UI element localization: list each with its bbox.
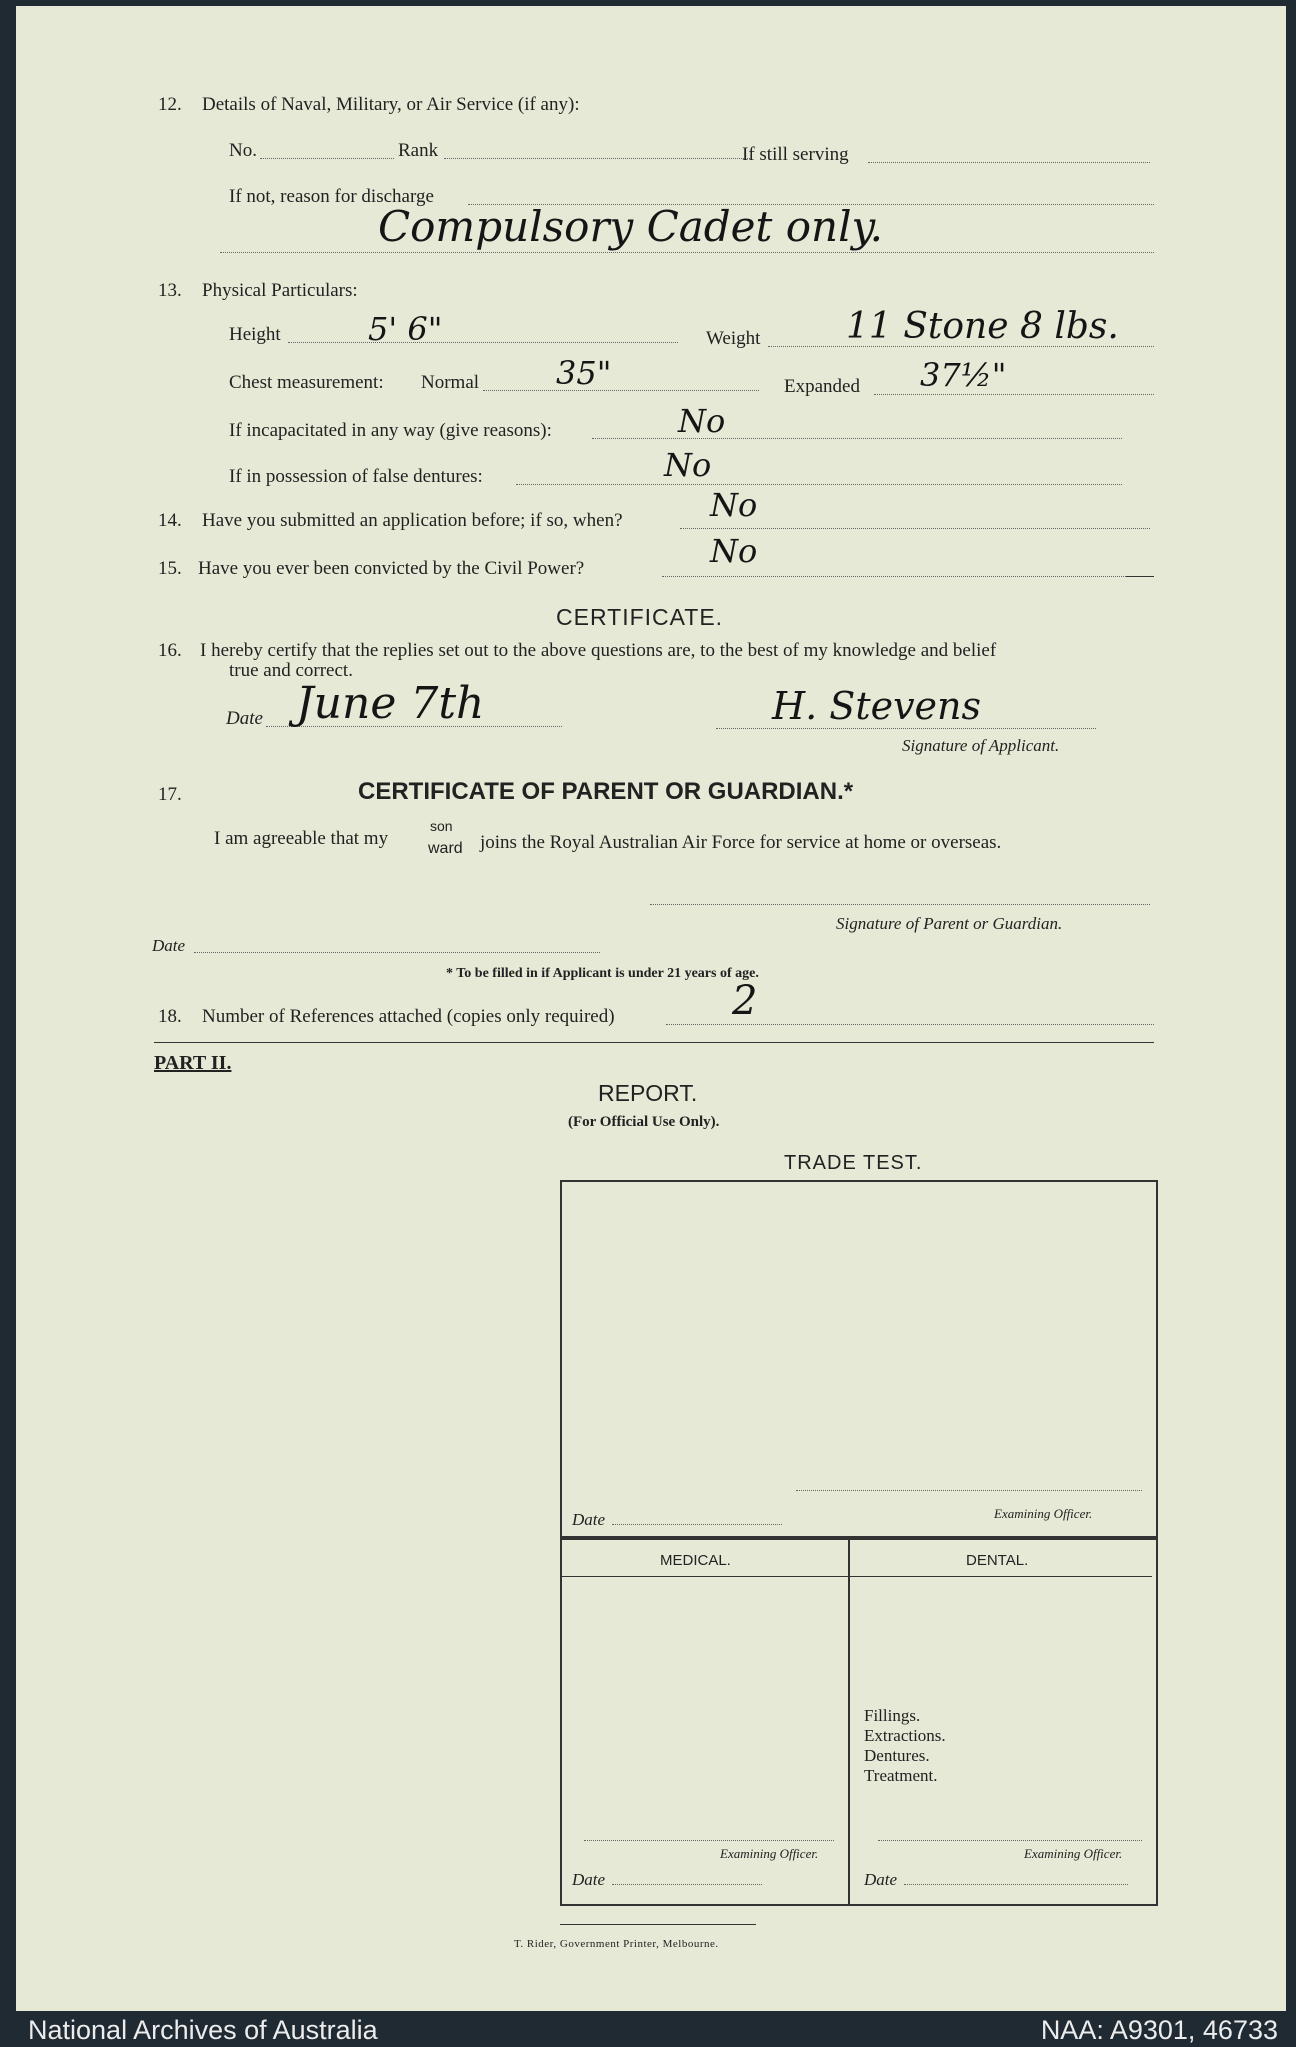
- normal-field-line: [483, 390, 759, 391]
- dental-item-treatment: Treatment.: [864, 1766, 938, 1785]
- q15-text: Have you ever been convicted by the Civil Power?: [198, 558, 585, 579]
- printer-imprint: T. Rider, Government Printer, Melbourne.: [514, 1938, 719, 1950]
- q18-number: 18.: [158, 1006, 182, 1027]
- certificate-line1: I hereby certify that the replies set out to the above questions are, to the best of my knowledge and belief: [200, 640, 997, 661]
- q16-number: 16.: [158, 640, 182, 661]
- incapacitated-label: If incapacitated in any way (give reasons):: [229, 420, 552, 441]
- incapacitated-answer: No: [678, 402, 726, 440]
- incapacitated-field-line: [592, 438, 1122, 439]
- guardian-date-line: [194, 952, 600, 953]
- q12-number: 12.: [158, 94, 182, 115]
- height-label: Height: [229, 324, 281, 345]
- dental-item-dentures: Dentures.: [864, 1746, 930, 1765]
- dentures-answer: No: [664, 446, 712, 484]
- q15-line-end: [1126, 576, 1154, 577]
- q13-text: Physical Particulars:: [202, 280, 358, 301]
- certificate-heading: CERTIFICATE.: [556, 604, 724, 630]
- dental-officer-line: [878, 1840, 1142, 1841]
- weight-label: Weight: [706, 328, 761, 349]
- certificate-date-label: Date: [226, 708, 263, 729]
- report-subheading: (For Official Use Only).: [568, 1114, 720, 1130]
- guardian-son: son: [430, 818, 453, 834]
- trade-test-date-label: Date: [572, 1510, 606, 1529]
- q12-text: Details of Naval, Military, or Air Service (if any):: [202, 94, 580, 115]
- guardian-signature-caption: Signature of Parent or Guardian.: [836, 914, 1063, 933]
- applicant-signature-caption: Signature of Applicant.: [902, 736, 1060, 755]
- medical-officer-line: [584, 1840, 834, 1841]
- q14-answer: No: [710, 486, 758, 524]
- guardian-text-after: joins the Royal Australian Air Force for service at home or overseas.: [480, 832, 1002, 853]
- part-divider: [154, 1042, 1154, 1043]
- q18-answer: 2: [732, 978, 758, 1024]
- q13-number: 13.: [158, 280, 182, 301]
- q12-rank-label: Rank: [398, 140, 439, 161]
- archive-reference: NAA: A9301, 46733: [1040, 2015, 1278, 2045]
- no-field-line: [260, 158, 394, 159]
- dental-heading: DENTAL.: [966, 1552, 1029, 1569]
- normal-answer: 35": [556, 354, 612, 392]
- chest-label: Chest measurement:: [229, 372, 384, 393]
- expanded-answer: 37½": [920, 356, 1007, 394]
- height-answer: 5' 6": [368, 310, 443, 348]
- dental-item-fillings: Fillings.: [864, 1706, 921, 1725]
- applicant-signature-line: [716, 728, 1096, 729]
- trade-test-date-line: [612, 1524, 782, 1525]
- weight-answer: 11 Stone 8 lbs.: [846, 306, 1119, 347]
- dentures-field-line: [516, 484, 1122, 485]
- dental-officer-caption: Examining Officer.: [1024, 1846, 1123, 1861]
- q12-no-label: No.: [229, 140, 257, 161]
- guardian-date-label: Date: [152, 936, 186, 955]
- discharge-field-line-2: [220, 252, 1154, 253]
- medical-date-line: [612, 1884, 762, 1885]
- q17-number: 17.: [158, 784, 182, 805]
- part2-label: PART II.: [154, 1052, 232, 1074]
- certificate-line2: true and correct.: [229, 660, 353, 681]
- still-serving-field-line: [868, 162, 1150, 163]
- guardian-footnote: * To be filled in if Applicant is under 21 years of age.: [446, 966, 759, 981]
- q14-text: Have you submitted an application before; if so, when?: [202, 510, 623, 531]
- trade-test-officer-line: [796, 1490, 1142, 1491]
- guardian-heading: CERTIFICATE OF PARENT OR GUARDIAN.*: [358, 778, 854, 805]
- q15-field-line: [662, 576, 1132, 577]
- q14-number: 14.: [158, 510, 182, 531]
- guardian-ward: ward: [428, 840, 463, 857]
- medical-date-label: Date: [572, 1870, 606, 1889]
- dental-item-extractions: Extractions.: [864, 1726, 946, 1745]
- q15-answer: No: [710, 532, 758, 570]
- q15-number: 15.: [158, 558, 182, 579]
- dentures-label: If in possession of false dentures:: [229, 466, 483, 487]
- expanded-label: Expanded: [784, 376, 860, 397]
- height-field-line: [288, 342, 678, 343]
- q18-field-line: [666, 1024, 1154, 1025]
- dental-date-label: Date: [864, 1870, 898, 1889]
- dental-date-line: [904, 1884, 1128, 1885]
- medical-dental-header-rule: [562, 1576, 1152, 1577]
- normal-label: Normal: [421, 372, 480, 393]
- archive-footer: [0, 2011, 1296, 2047]
- q18-text: Number of References attached (copies only required): [202, 1006, 615, 1027]
- applicant-signature: H. Stevens: [772, 684, 982, 728]
- trade-test-box: [560, 1180, 1158, 1540]
- form-page: [16, 6, 1286, 2011]
- q12-discharge-label: If not, reason for discharge: [229, 186, 434, 207]
- discharge-answer: Compulsory Cadet only.: [378, 202, 884, 251]
- archive-name: National Archives of Australia: [28, 2015, 378, 2045]
- medical-officer-caption: Examining Officer.: [720, 1846, 819, 1861]
- expanded-field-line: [874, 394, 1154, 395]
- guardian-text-before: I am agreeable that my: [214, 828, 389, 849]
- trade-test-heading: TRADE TEST.: [784, 1152, 923, 1174]
- q14-field-line: [680, 528, 1150, 529]
- certificate-date-value: June 7th: [296, 678, 485, 729]
- medical-heading: MEDICAL.: [660, 1552, 731, 1569]
- medical-dental-divider: [848, 1536, 850, 1904]
- printer-rule: [560, 1924, 756, 1925]
- rank-field-line: [444, 158, 750, 159]
- guardian-signature-line: [650, 904, 1150, 905]
- trade-test-officer-caption: Examining Officer.: [994, 1506, 1093, 1521]
- report-heading: REPORT.: [598, 1080, 698, 1106]
- q12-still-serving-label: If still serving: [742, 144, 849, 165]
